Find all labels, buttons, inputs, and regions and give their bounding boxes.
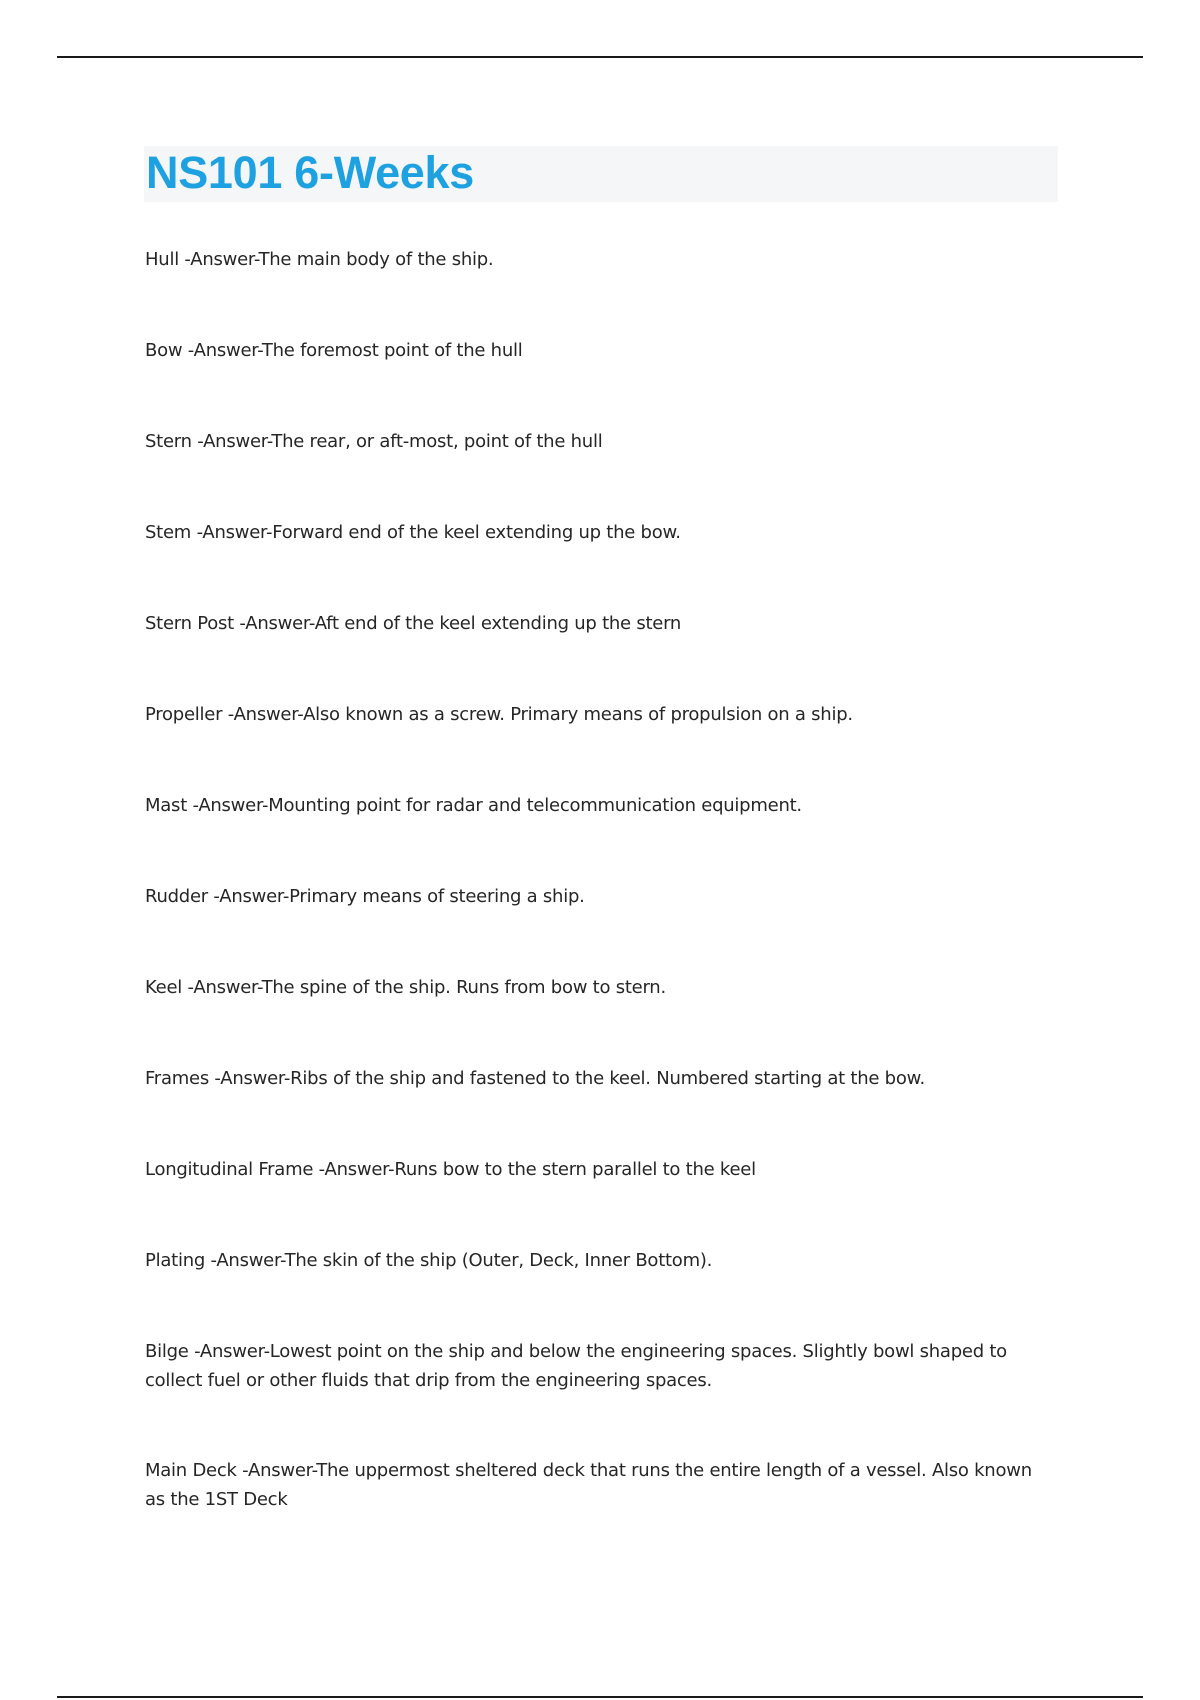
list-item-stem: Stem -Answer-Forward end of the keel extending up the bow. bbox=[145, 522, 681, 543]
page-title: NS101 6-Weeks bbox=[146, 147, 474, 198]
list-item-propeller: Propeller -Answer-Also known as a screw. Primary means of propulsion on a ship. bbox=[145, 704, 853, 725]
list-item-rudder: Rudder -Answer-Primary means of steering a ship. bbox=[145, 886, 585, 907]
list-item-main-deck: Main Deck -Answer-The uppermost sheltered deck that runs the entire length of a vessel. Also known as the 1ST Deck bbox=[145, 1460, 1032, 1510]
list-item-mast: Mast -Answer-Mounting point for radar and telecommunication equipment. bbox=[145, 795, 802, 816]
list-item-bilge: Bilge -Answer-Lowest point on the ship and below the engineering spaces. Slightly bowl shaped to collect fuel or other fluids that drip from the engineering spaces. bbox=[145, 1341, 1007, 1391]
list-item-stern: Stern -Answer-The rear, or aft-most, point of the hull bbox=[145, 431, 603, 452]
list-item-longitudinal-frame: Longitudinal Frame -Answer-Runs bow to the stern parallel to the keel bbox=[145, 1159, 756, 1180]
list-item-stern-post: Stern Post -Answer-Aft end of the keel extending up the stern bbox=[145, 613, 682, 634]
list-item-keel: Keel -Answer-The spine of the ship. Runs from bow to stern. bbox=[145, 977, 666, 998]
flashcard-list bbox=[145, 245, 1045, 1575]
list-item-plating: Plating -Answer-The skin of the ship (Outer, Deck, Inner Bottom). bbox=[145, 1250, 713, 1271]
list-item-frames: Frames -Answer-Ribs of the ship and fastened to the keel. Numbered starting at the bow. bbox=[145, 1068, 925, 1089]
list-item-hull: Hull -Answer-The main body of the ship. bbox=[145, 249, 494, 270]
bottom-divider bbox=[57, 1696, 1143, 1698]
list-item-bow: Bow -Answer-The foremost point of the hull bbox=[145, 340, 523, 361]
top-divider bbox=[57, 56, 1143, 58]
